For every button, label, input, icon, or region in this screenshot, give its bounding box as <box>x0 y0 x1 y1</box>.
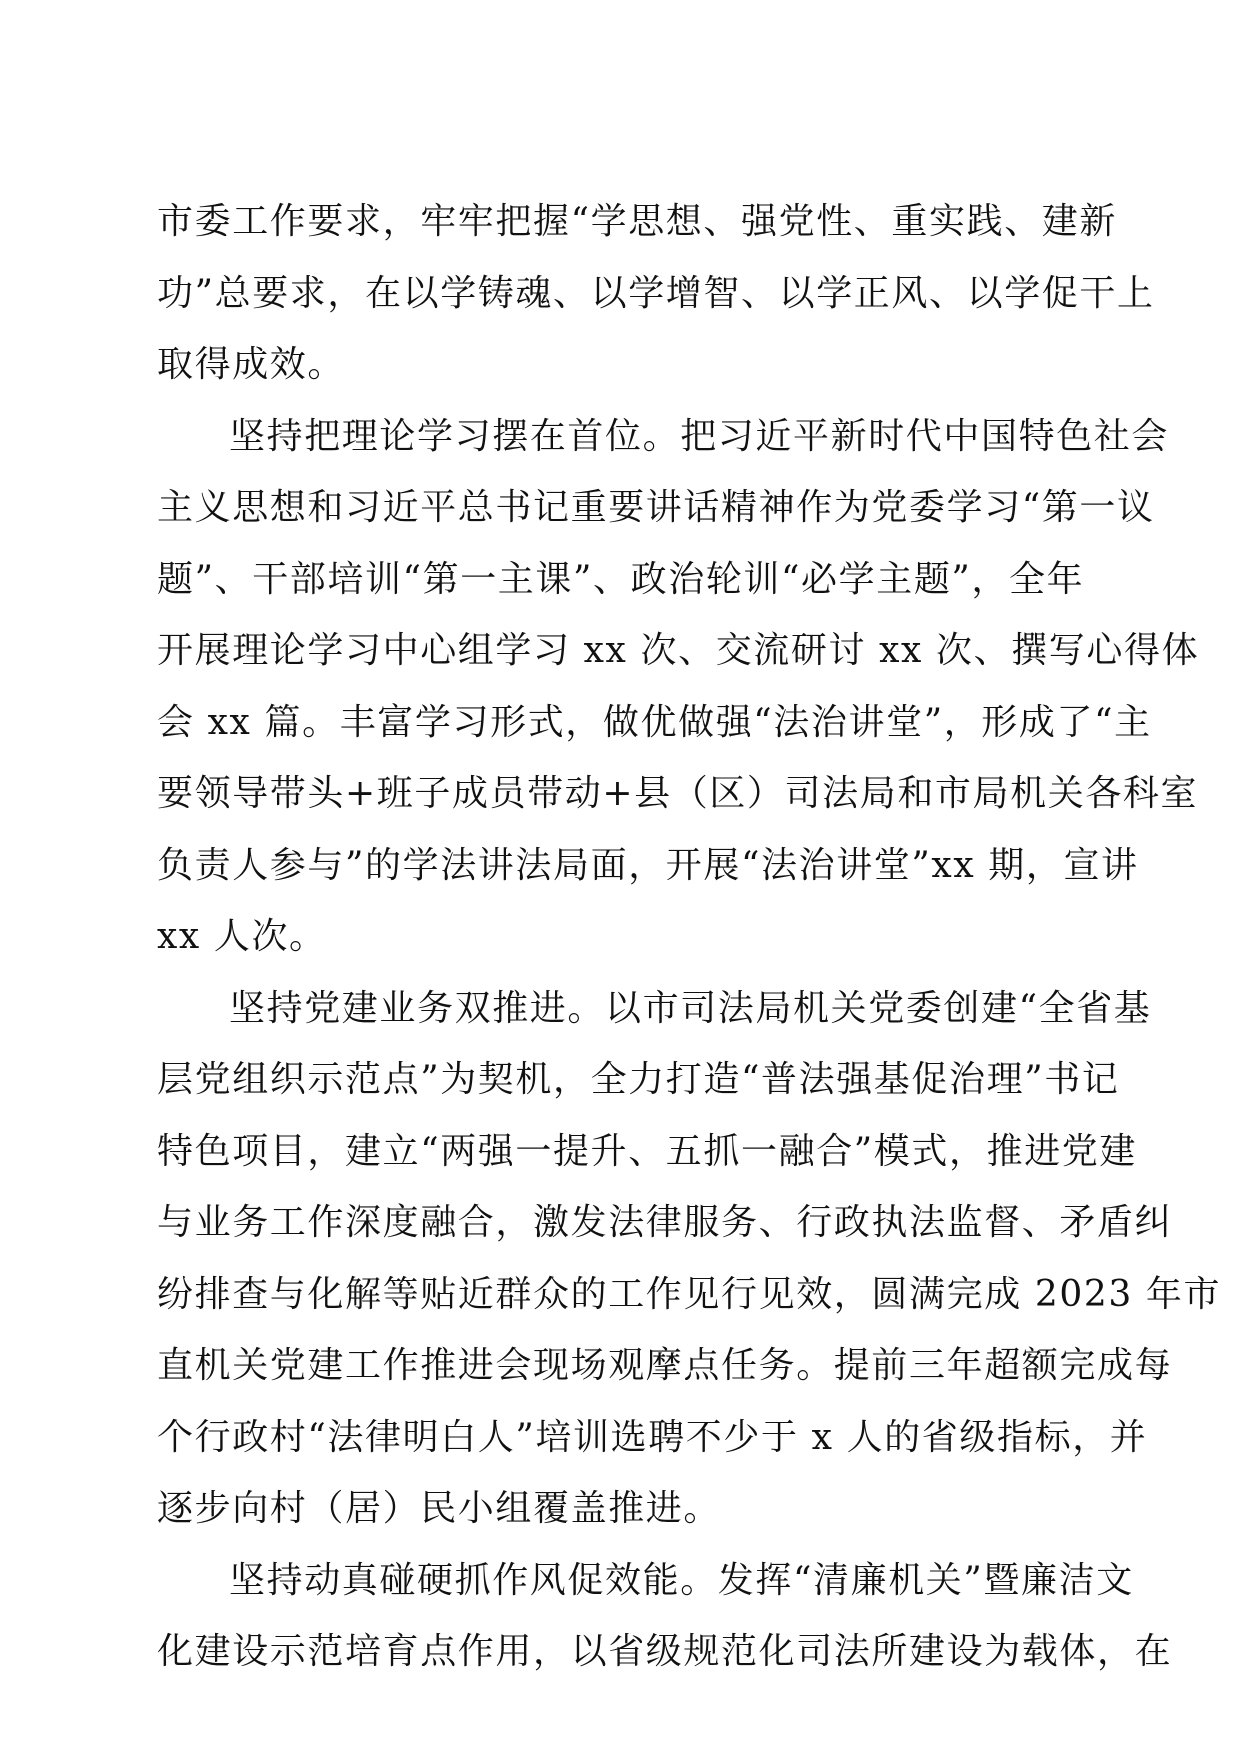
text-line: 会 xx 篇。丰富学习形式，做优做强“法治讲堂”，形成了“主 <box>157 701 1152 743</box>
text-line: 层党组织示范点”为契机，全力打造“普法强基促治理”书记 <box>157 1059 1120 1100</box>
text-line: 取得成效。 <box>157 344 346 385</box>
text-line: 化建设示范培育点作用，以省级规范化司法所建设为载体，在 <box>157 1631 1173 1672</box>
body-text <box>157 186 1222 1688</box>
text-line: xx 人次。 <box>157 916 327 957</box>
text-line: 直机关党建工作推进会现场观摩点任务。提前三年超额完成每 <box>157 1345 1173 1386</box>
text-line: 与业务工作深度融合，激发法律服务、行政执法监督、矛盾纠 <box>157 1202 1173 1243</box>
text-line: 逐步向村（居）民小组覆盖推进。 <box>157 1488 722 1529</box>
paragraph-heading-line: 坚持动真碰硬抓作风促效能。发挥“清廉机关”暨廉洁文 <box>229 1559 1134 1601</box>
paragraph-heading-line: 坚持党建业务双推进。以市司法局机关党委创建“全省基 <box>229 987 1152 1029</box>
text-line: 主义思想和习近平总书记重要讲话精神作为党委学习“第一议 <box>157 487 1155 528</box>
text-line: 纷排查与化解等贴近群众的工作见行见效，圆满完成 2023 年市 <box>157 1273 1222 1315</box>
text-line: 功”总要求，在以学铸魂、以学增智、以学正风、以学促干上 <box>157 272 1155 314</box>
text-line: 个行政村“法律明白人”培训选聘不少于 x 人的省级指标，并 <box>157 1416 1148 1458</box>
text-line: 特色项目，建立“两强一提升、五抓一融合”模式，推进党建 <box>157 1130 1138 1172</box>
text-line: 市委工作要求，牢牢把握“学思想、强党性、重实践、建新 <box>157 201 1118 242</box>
text-line: 要领导带头+班子成员带动+县（区）司法局和市局机关各科室 <box>157 773 1199 814</box>
text-line: 题”、干部培训“第一主课”、政治轮训“必学主题”，全年 <box>157 558 1085 600</box>
text-line: 负责人参与”的学法讲法局面，开展“法治讲堂”xx 期，宣讲 <box>157 844 1139 886</box>
text-line: 开展理论学习中心组学习 xx 次、交流研讨 xx 次、撰写心得体 <box>157 630 1200 671</box>
paragraph-heading-line: 坚持把理论学习摆在首位。把习近平新时代中国特色社会 <box>229 415 1170 457</box>
